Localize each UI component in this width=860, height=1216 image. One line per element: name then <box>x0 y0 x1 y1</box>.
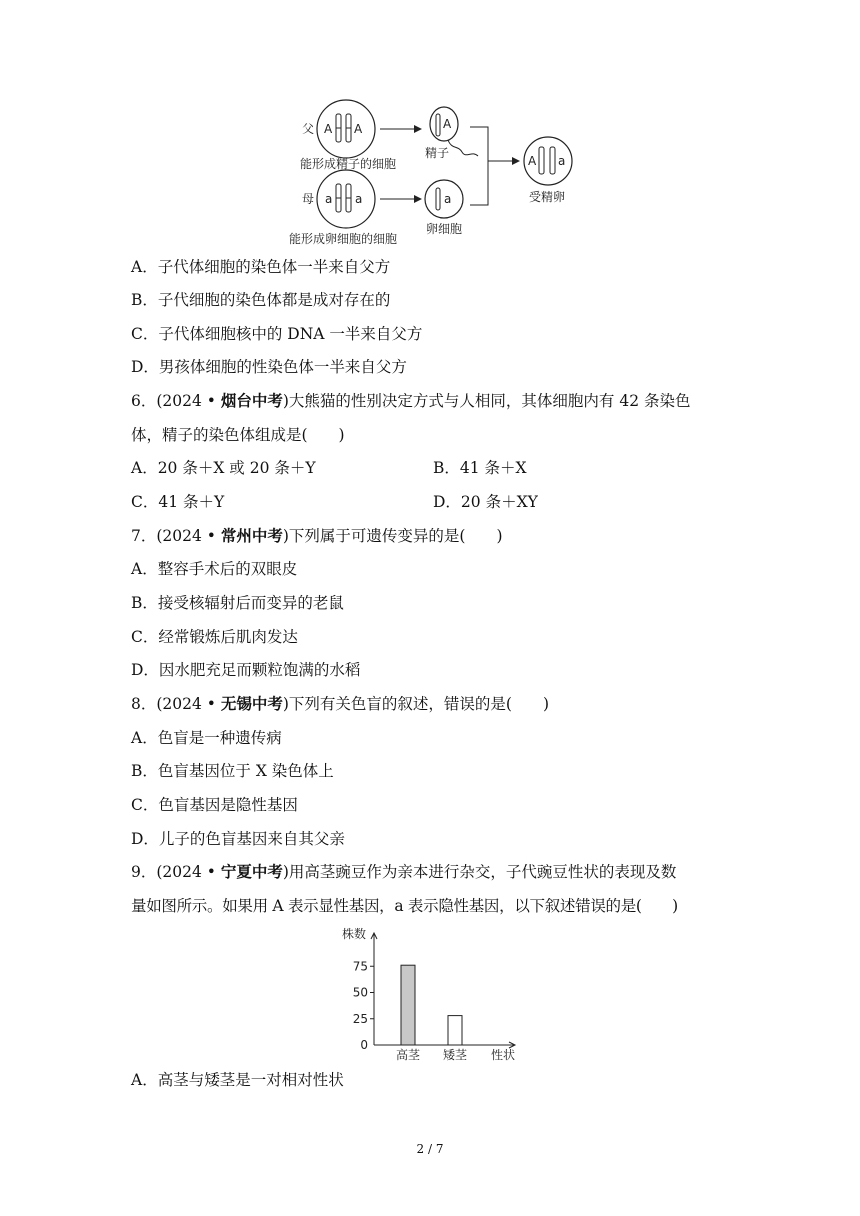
q9-option-a: A．高茎与矮茎是一对相对性状 <box>131 1071 344 1089</box>
zygote-caption: 受精卵 <box>529 190 566 204</box>
mother-label: 母 <box>302 192 315 206</box>
q6-stem-text: )大熊猫的性别决定方式与人相同，其体细胞内有 42 条染色 <box>282 392 691 410</box>
y-tick-label: 25 <box>352 1011 368 1026</box>
bar <box>448 1016 462 1045</box>
allele-label: a <box>325 192 333 206</box>
q6-source: 烟台中考 <box>220 391 283 410</box>
mother-cell-caption: 能形成卵细胞的细胞 <box>289 232 398 246</box>
q8-option-d: D．儿子的色盲基因来自其父亲 <box>131 830 345 848</box>
q9-stem-line2: 量如图所示。如果用 A 表示显性基因，a 表示隐性基因，以下叙述错误的是( ) <box>131 897 678 915</box>
allele-label: A <box>443 117 452 131</box>
q7-source: 常州中考 <box>220 526 283 545</box>
allele-label: a <box>444 192 452 206</box>
q6-option-a: A．20 条＋X 或 20 条＋Y <box>131 459 316 477</box>
q7-stem-text: )下列属于可遗传变异的是( ) <box>282 527 503 545</box>
q9-source: 宁夏中考 <box>220 862 283 881</box>
q8-stem <box>131 694 549 714</box>
q5-option-c: C．子代体细胞核中的 DNA 一半来自父方 <box>131 325 423 343</box>
sperm-caption: 精子 <box>425 146 450 160</box>
allele-label: A <box>324 122 333 136</box>
q7-option-b: B．接受核辐射后而变异的老鼠 <box>131 594 344 612</box>
q6-stem-line2: 体，精子的染色体组成是( ) <box>131 426 345 444</box>
x-axis-label: 性状 <box>490 1048 516 1062</box>
q5-option-a: A．子代体细胞的染色体一半来自父方 <box>131 258 391 276</box>
x-tick-label: 矮茎 <box>442 1048 468 1062</box>
y-tick-label: 0 <box>360 1038 368 1052</box>
q7-option-d: D．因水肥充足而颗粒饱满的水稻 <box>131 661 361 679</box>
allele-label: a <box>355 192 363 206</box>
q6-option-b: B．41 条＋X <box>433 459 527 477</box>
allele-label: a <box>558 154 566 168</box>
q9-stem <box>131 862 676 882</box>
y-tick-label: 50 <box>352 985 368 1000</box>
q6-stem <box>131 391 691 411</box>
allele-label: A <box>354 122 363 136</box>
q6-option-d: D．20 条＋XY <box>433 493 538 511</box>
allele-label: A <box>528 154 537 168</box>
y-tick-label: 75 <box>352 959 368 974</box>
q8-number: 8．(2024 • <box>131 695 221 713</box>
father-cell-caption: 能形成精子的细胞 <box>300 157 397 171</box>
egg-caption: 卵细胞 <box>426 222 463 236</box>
q8-option-a: A．色盲是一种遗传病 <box>131 729 282 747</box>
q6-option-c: C．41 条＋Y <box>131 493 225 511</box>
q8-source: 无锡中考 <box>220 694 283 713</box>
q8-option-c: C．色盲基因是隐性基因 <box>131 796 298 814</box>
q8-stem-text: )下列有关色盲的叙述，错误的是( ) <box>282 695 550 713</box>
q8-option-b: B．色盲基因位于 X 染色体上 <box>131 762 334 780</box>
q6-number: 6．(2024 • <box>131 392 221 410</box>
q9-stem-text: )用高茎豌豆作为亲本进行杂交，子代豌豆性状的表现及数 <box>282 863 677 881</box>
q7-stem <box>131 526 503 546</box>
y-axis-label: 株数 <box>342 927 367 941</box>
bar-chart <box>330 925 550 1065</box>
merge-bracket <box>470 127 488 205</box>
q7-option-a: A．整容手术后的双眼皮 <box>131 560 298 578</box>
q5-option-d: D．男孩体细胞的性染色体一半来自父方 <box>131 358 407 376</box>
q5-option-b: B．子代细胞的染色体都是成对存在的 <box>131 291 391 309</box>
page-number: 2 / 7 <box>416 1142 444 1156</box>
q9-number: 9．(2024 • <box>131 863 221 881</box>
father-label: 父 <box>302 122 315 136</box>
x-tick-label: 高茎 <box>395 1048 421 1062</box>
q7-number: 7．(2024 • <box>131 527 221 545</box>
q7-option-c: C．经常锻炼后肌肉发达 <box>131 628 298 646</box>
fertilization-diagram <box>0 0 860 250</box>
bar <box>401 965 415 1045</box>
